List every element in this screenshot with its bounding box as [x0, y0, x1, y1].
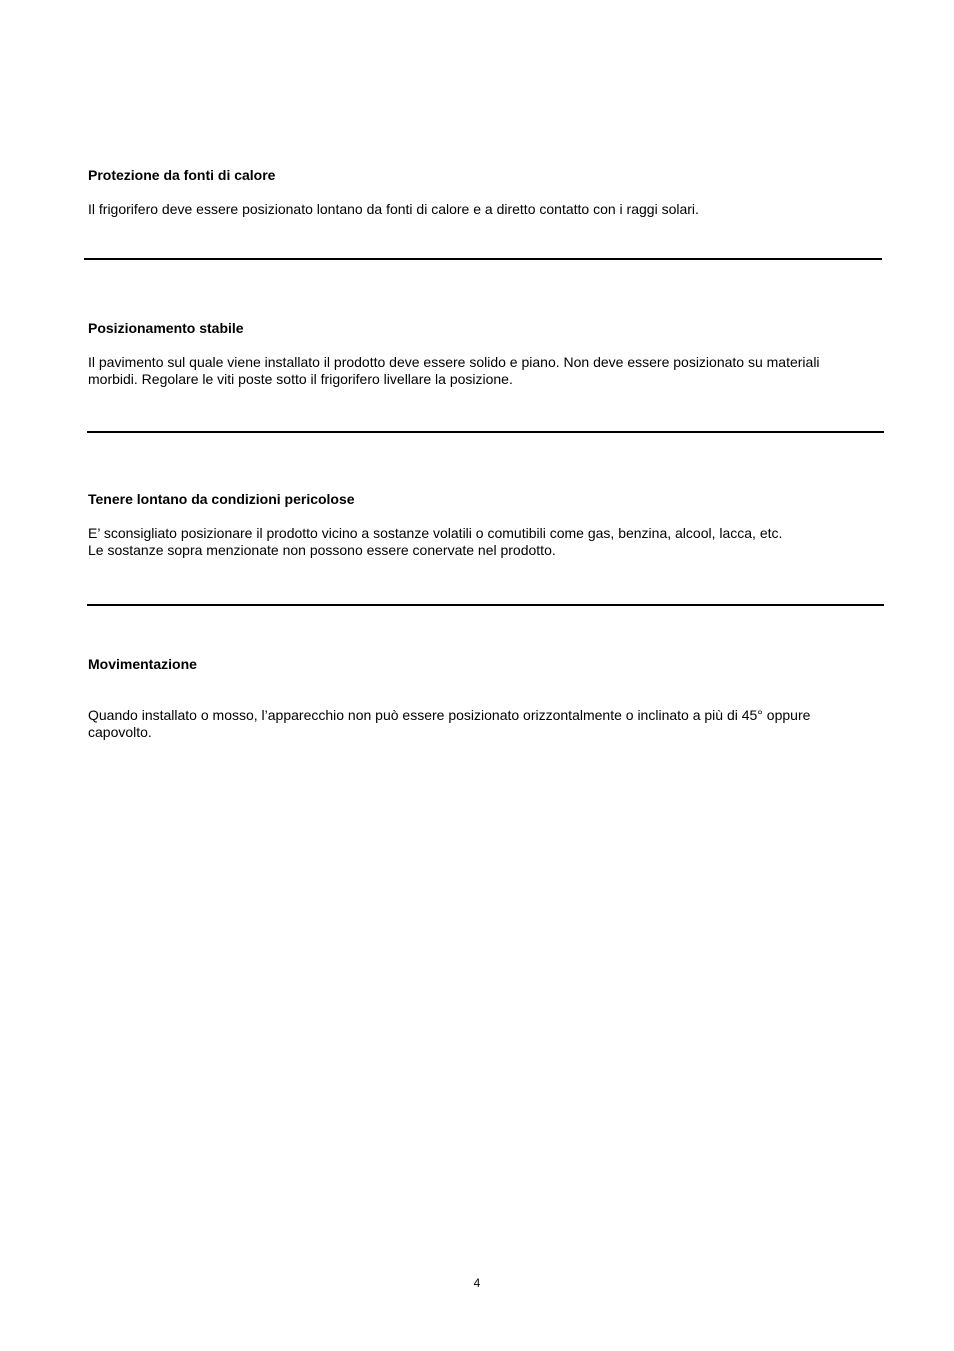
- section-heading-stable-positioning: Posizionamento stabile: [88, 320, 244, 336]
- body-line: Le sostanze sopra menzionate non possono essere conervate nel prodotto.: [88, 542, 556, 558]
- body-line: capovolto.: [88, 724, 152, 740]
- body-line: Quando installato o mosso, l’apparecchio non può essere posizionato orizzontalmente o inclinato a più di 45° oppure: [88, 707, 811, 723]
- section-body-handling: [88, 707, 878, 741]
- body-line: morbidi. Regolare le viti poste sotto il frigorifero livellare la posizione.: [88, 371, 513, 387]
- section-body-dangerous-conditions: [88, 525, 878, 559]
- section-divider: [84, 258, 882, 260]
- page-number: 4: [473, 1276, 481, 1290]
- body-line: Il pavimento sul quale viene installato il prodotto deve essere solido e piano. Non deve essere posizionato su materiali: [88, 354, 820, 370]
- section-divider: [87, 431, 884, 433]
- section-body-stable-positioning: [88, 354, 878, 388]
- section-heading-handling: Movimentazione: [88, 656, 197, 672]
- section-divider: [87, 604, 884, 606]
- body-line: Il frigorifero deve essere posizionato lontano da fonti di calore e a diretto contatto con i raggi solari.: [88, 201, 699, 217]
- section-heading-heat-protection: Protezione da fonti di calore: [88, 167, 276, 183]
- body-line: E’ sconsigliato posizionare il prodotto vicino a sostanze volatili o comutibili come gas, benzina, alcool, lacca, etc.: [88, 525, 783, 541]
- section-body-heat-protection: [88, 201, 878, 218]
- section-heading-dangerous-conditions: Tenere lontano da condizioni pericolose: [88, 491, 355, 507]
